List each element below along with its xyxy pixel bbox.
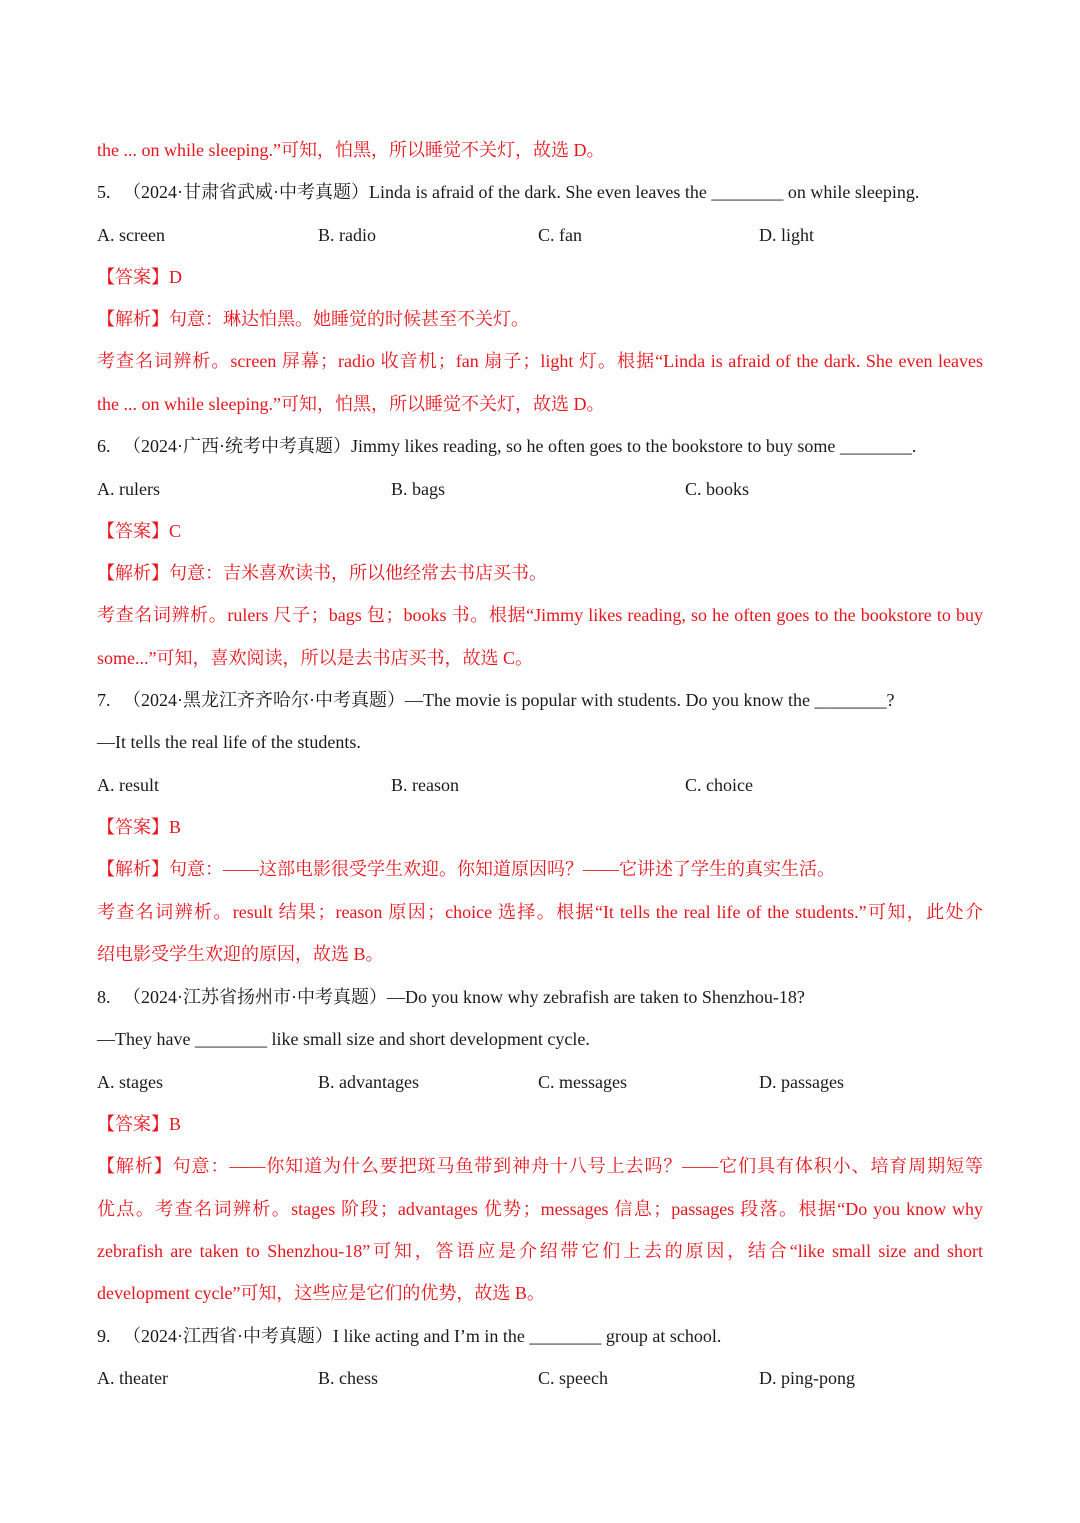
answer-label: 【答案】B <box>97 1114 182 1134</box>
option-a: A. stages <box>97 1072 163 1092</box>
analysis-continuation: the ... on while sleeping.”可知，怕黑，所以睡觉不关灯，故选 D。 <box>97 140 605 160</box>
answer-label: 【答案】B <box>97 817 182 837</box>
analysis-line: 【解析】句意：——你知道为什么要把斑马鱼带到神舟十八号上去吗？——它们具有体积小、培育周期短等 <box>97 1156 983 1176</box>
analysis-line: 考查名词辨析。result 结果；reason 原因；choice 选择。根据“It tells the real life of the students.”可知，此处介 <box>97 902 983 922</box>
question-number: 9. <box>97 1326 111 1346</box>
option-a: A. rulers <box>97 479 160 499</box>
analysis-line: zebrafish are taken to Shenzhou-18”可知，答语应是介绍带它们上去的原因，结合“like small size and short <box>97 1241 983 1261</box>
question-text: （2024·广西·统考中考真题）Jimmy likes reading, so he often goes to the bookstore to buy some ________. <box>123 436 917 456</box>
analysis-line: the ... on while sleeping.”可知，怕黑，所以睡觉不关灯，故选 D。 <box>97 394 605 414</box>
question-8-stem <box>97 984 983 1010</box>
analysis-line: 【解析】句意：琳达怕黑。她睡觉的时候甚至不关灯。 <box>97 309 529 329</box>
question-6-stem <box>97 433 983 459</box>
analysis-line: 考查名词辨析。screen 屏幕；radio 收音机；fan 扇子；light 灯。根据“Linda is afraid of the dark. She even leaves <box>97 351 983 371</box>
option-c: C. choice <box>685 775 753 795</box>
question-8-reply: —They have ________ like small size and short development cycle. <box>97 1029 590 1049</box>
answer-label: 【答案】C <box>97 521 182 541</box>
question-number: 8. <box>97 987 111 1007</box>
analysis-line: 考查名词辨析。rulers 尺子；bags 包；books 书。根据“Jimmy likes reading, so he often goes to the bookstore to buy <box>97 605 983 625</box>
question-text: （2024·甘肃省武威·中考真题）Linda is afraid of the dark. She even leaves the ________ on while sleeping. <box>123 182 920 202</box>
option-b: B. chess <box>318 1368 378 1388</box>
question-text: （2024·黑龙江齐齐哈尔·中考真题）—The movie is popular with students. Do you know the ________? <box>123 690 895 710</box>
option-c: C. fan <box>538 225 582 245</box>
option-c: C. books <box>685 479 750 499</box>
option-c: C. messages <box>538 1072 627 1092</box>
analysis-line: 【解析】句意：吉米喜欢读书，所以他经常去书店买书。 <box>97 563 547 583</box>
option-a: A. screen <box>97 225 165 245</box>
question-number: 6. <box>97 436 111 456</box>
option-d: D. ping-pong <box>759 1368 855 1388</box>
analysis-line: 【解析】句意：——这部电影很受学生欢迎。你知道原因吗？——它讲述了学生的真实生活。 <box>97 859 835 879</box>
answer-label: 【答案】D <box>97 267 182 287</box>
option-b: B. advantages <box>318 1072 419 1092</box>
option-d: D. light <box>759 225 815 245</box>
question-7-stem <box>97 687 983 713</box>
question-9-stem <box>97 1323 983 1349</box>
option-a: A. theater <box>97 1368 168 1388</box>
option-b: B. reason <box>391 775 459 795</box>
analysis-line: 优点。考查名词辨析。stages 阶段；advantages 优势；messages 信息；passages 段落。根据“Do you know why <box>97 1199 983 1219</box>
analysis-line: development cycle”可知，这些应是它们的优势，故选 B。 <box>97 1283 545 1303</box>
option-b: B. bags <box>391 479 445 499</box>
question-number: 7. <box>97 690 111 710</box>
question-7-reply: —It tells the real life of the students. <box>97 732 361 752</box>
option-a: A. result <box>97 775 159 795</box>
question-text: （2024·江苏省扬州市·中考真题）—Do you know why zebrafish are taken to Shenzhou-18? <box>123 987 805 1007</box>
question-text: （2024·江西省·中考真题）I like acting and I’m in the ________ group at school. <box>123 1326 722 1346</box>
option-d: D. passages <box>759 1072 844 1092</box>
question-5-stem <box>97 179 983 205</box>
analysis-line: 绍电影受学生欢迎的原因，故选 B。 <box>97 944 384 964</box>
analysis-line: some...”可知，喜欢阅读，所以是去书店买书，故选 C。 <box>97 648 533 668</box>
option-c: C. speech <box>538 1368 608 1388</box>
option-b: B. radio <box>318 225 376 245</box>
question-number: 5. <box>97 182 111 202</box>
